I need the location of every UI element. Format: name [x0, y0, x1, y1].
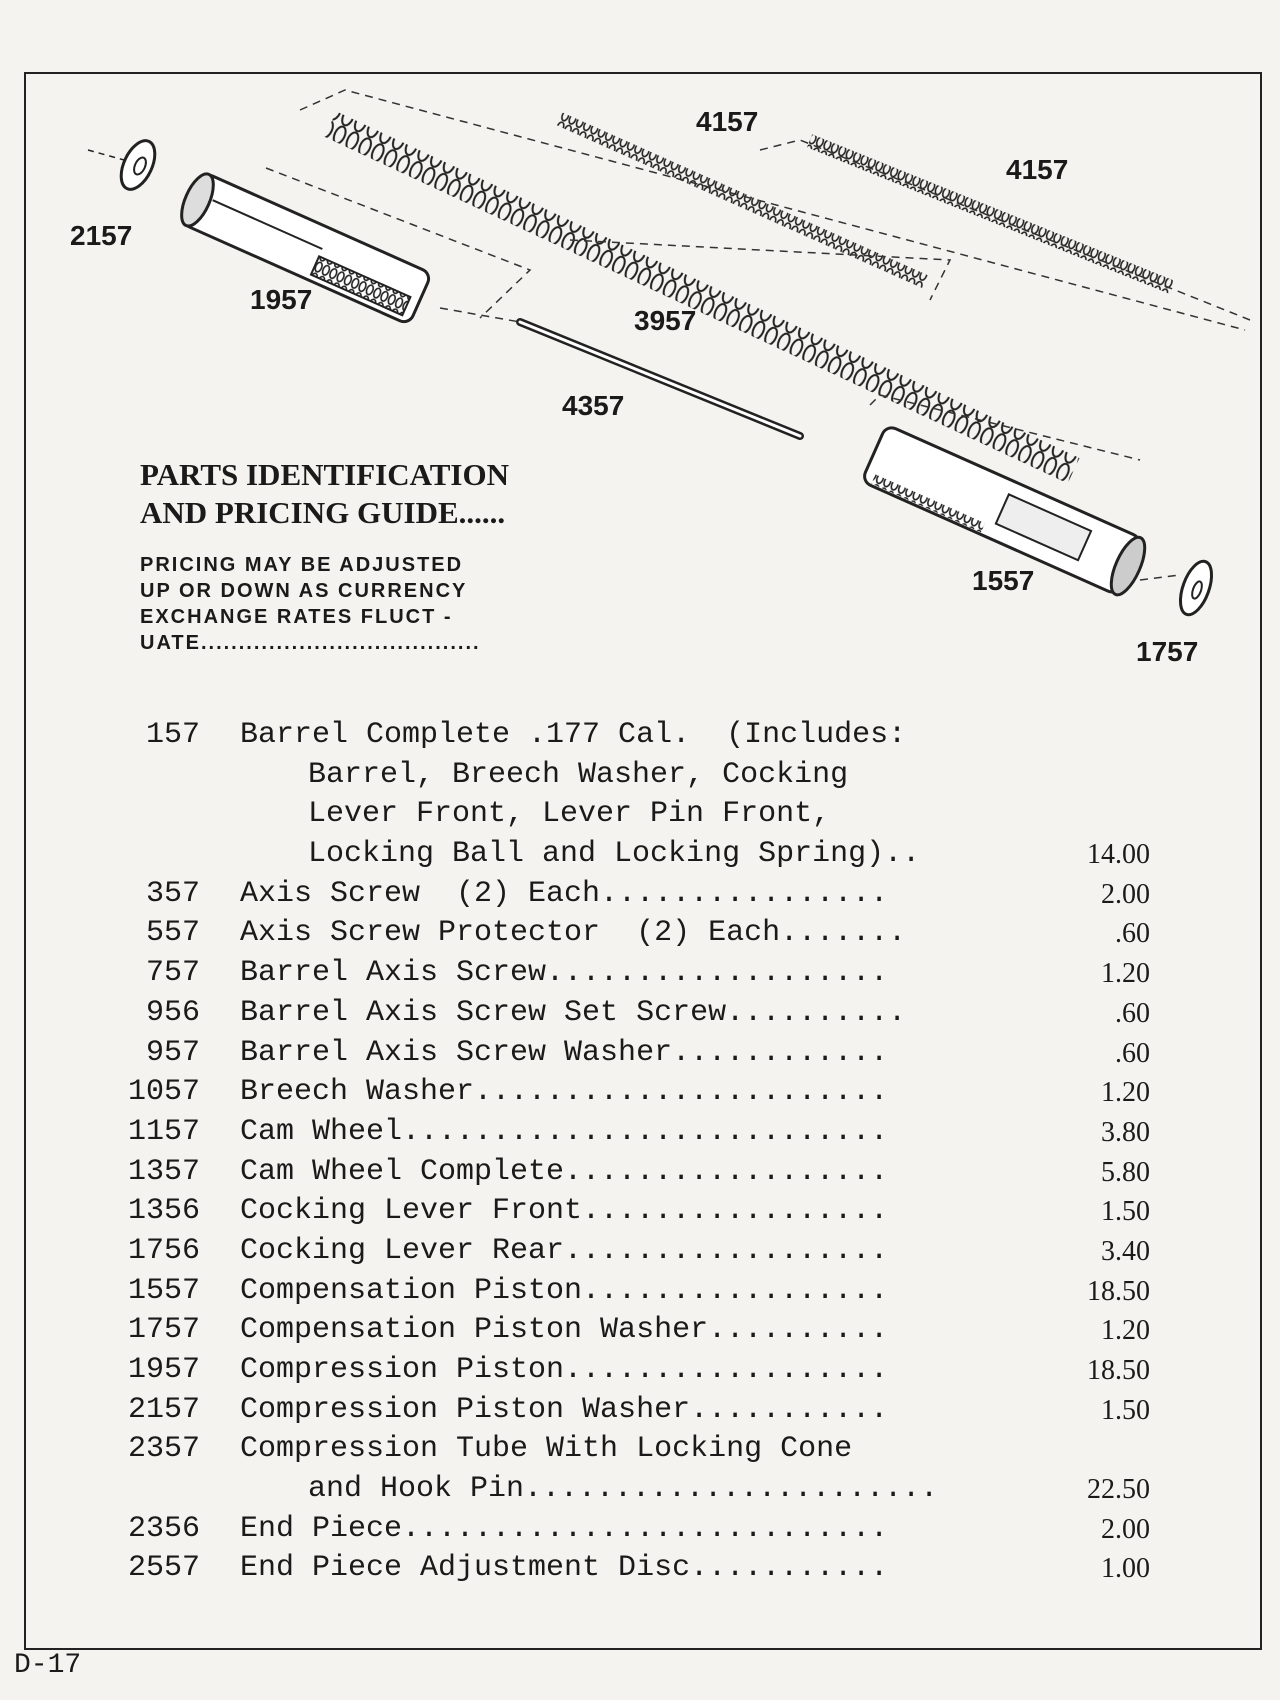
- part-number: 1757: [127, 1313, 200, 1348]
- spring-3957: [325, 111, 1080, 483]
- list-item: [100, 1351, 1180, 1391]
- part-description: Compensation Piston Washer..........: [240, 1313, 889, 1348]
- list-item: [100, 1311, 1180, 1351]
- part-description: Breech Washer.......................: [240, 1075, 889, 1110]
- callout-label: 4157: [696, 106, 759, 137]
- part-price: 1.20: [1101, 1315, 1150, 1347]
- part-price: 5.80: [1101, 1156, 1150, 1188]
- callout-label: 4157: [1006, 154, 1069, 185]
- parts-price-list: [100, 716, 1180, 1589]
- callout-label: 1757: [1136, 636, 1199, 667]
- list-item: [100, 1113, 1180, 1153]
- part-price: 1.00: [1101, 1553, 1150, 1585]
- part-description: Cam Wheel...........................: [240, 1114, 889, 1149]
- part-description: Axis Screw Protector (2) Each.......: [240, 916, 907, 951]
- list-item: [100, 716, 1180, 756]
- callout-label: 1557: [972, 565, 1035, 596]
- part-price: 2.00: [1101, 1513, 1150, 1545]
- part-description: Axis Screw (2) Each................: [240, 876, 889, 911]
- part-price: 18.50: [1087, 1355, 1150, 1386]
- callout-label: 1957: [250, 284, 313, 315]
- part-number: 1357: [127, 1154, 200, 1189]
- part-number: 1756: [127, 1233, 200, 1268]
- guide-title-line: PARTS IDENTIFICATION: [140, 457, 509, 492]
- part-number: 1957: [127, 1353, 200, 1387]
- part-description: End Piece Adjustment Disc...........: [240, 1551, 889, 1586]
- part-number: 2557: [127, 1551, 200, 1586]
- part-price: 22.50: [1087, 1474, 1150, 1506]
- part-description: Locking Ball and Locking Spring)..: [308, 837, 921, 872]
- list-item: [100, 1549, 1180, 1589]
- part-description: Lever Front, Lever Pin Front,: [308, 797, 831, 832]
- part-number: 957: [145, 1035, 200, 1070]
- list-item: [100, 756, 1180, 796]
- guide-title-line: AND PRICING GUIDE......: [140, 495, 506, 530]
- list-item: [100, 795, 1180, 835]
- list-item: [100, 1073, 1180, 1113]
- part-description: Barrel Axis Screw Washer............: [240, 1035, 889, 1070]
- list-item: [100, 1272, 1180, 1312]
- part-description: and Hook Pin.......................: [308, 1472, 939, 1507]
- guide-title: [140, 456, 509, 532]
- part-number: 357: [145, 876, 200, 911]
- part-price: 1.50: [1101, 1196, 1150, 1228]
- pricing-note: [140, 552, 481, 656]
- part-description: Compression Tube With Locking Cone: [240, 1432, 853, 1467]
- callout-label: 2157: [70, 220, 133, 251]
- part-price: 2.00: [1101, 878, 1150, 910]
- part-number: 757: [145, 956, 200, 991]
- list-item: [100, 1391, 1180, 1431]
- part-price: 18.50: [1087, 1275, 1150, 1307]
- pricing-note-line: UATE.....................................: [140, 632, 481, 654]
- list-item: [100, 914, 1180, 954]
- washer-2157: [88, 136, 162, 195]
- callout-label: 3957: [634, 305, 697, 336]
- part-number: 2357: [127, 1432, 200, 1467]
- pricing-note-line: PRICING MAY BE ADJUSTED: [140, 554, 464, 576]
- part-description: Compression Piston Washer...........: [240, 1392, 889, 1427]
- part-price: 1.20: [1101, 1077, 1150, 1109]
- list-item: [100, 994, 1180, 1034]
- part-price: 3.80: [1101, 1116, 1150, 1148]
- part-description: Compression Piston..................: [240, 1353, 889, 1387]
- part-price: .60: [1115, 918, 1150, 950]
- part-number: 557: [145, 916, 200, 951]
- washer-1757: [1174, 557, 1218, 619]
- part-price: .60: [1115, 997, 1150, 1029]
- part-number: 1356: [127, 1194, 200, 1229]
- part-price: 1.20: [1101, 958, 1150, 990]
- part-price: 1.50: [1101, 1394, 1150, 1426]
- list-item: [100, 954, 1180, 994]
- list-item: [100, 835, 1180, 875]
- part-number: 1157: [127, 1114, 200, 1149]
- part-price: 3.40: [1101, 1235, 1150, 1267]
- pricing-note-line: EXCHANGE RATES FLUCT -: [140, 606, 453, 628]
- part-number: 157: [145, 718, 200, 752]
- list-item: [100, 1510, 1180, 1550]
- part-description: Compensation Piston.................: [240, 1273, 889, 1308]
- list-item: [100, 1034, 1180, 1074]
- list-item: [100, 875, 1180, 915]
- part-number: 1557: [127, 1273, 200, 1308]
- part-description: Barrel, Breech Washer, Cocking: [308, 757, 849, 792]
- part-description: Cam Wheel Complete..................: [240, 1154, 889, 1189]
- part-description: End Piece...........................: [240, 1511, 889, 1546]
- part-price: 14.00: [1087, 839, 1150, 871]
- part-description: Cocking Lever Front.................: [240, 1194, 889, 1229]
- part-description: Barrel Axis Screw...................: [240, 956, 889, 991]
- list-item: [100, 1470, 1180, 1510]
- part-number: 2157: [127, 1392, 200, 1427]
- list-item: [100, 1430, 1180, 1470]
- spring-4157-b: [807, 134, 1174, 293]
- part-price: .60: [1115, 1037, 1150, 1069]
- list-item: [100, 1232, 1180, 1272]
- callout-label: 4357: [562, 390, 625, 421]
- part-number: 1057: [127, 1075, 200, 1110]
- part-number: 2356: [127, 1511, 200, 1546]
- part-description: Cocking Lever Rear..................: [240, 1233, 889, 1268]
- part-number: 956: [145, 995, 200, 1030]
- pricing-note-line: UP OR DOWN AS CURRENCY: [140, 580, 468, 602]
- list-item: [100, 1153, 1180, 1193]
- list-item: [100, 1192, 1180, 1232]
- page-number: D-17: [14, 1650, 82, 1681]
- part-description: Barrel Complete .177 Cal. (Includes:: [240, 718, 907, 752]
- part-description: Barrel Axis Screw Set Screw..........: [240, 995, 907, 1030]
